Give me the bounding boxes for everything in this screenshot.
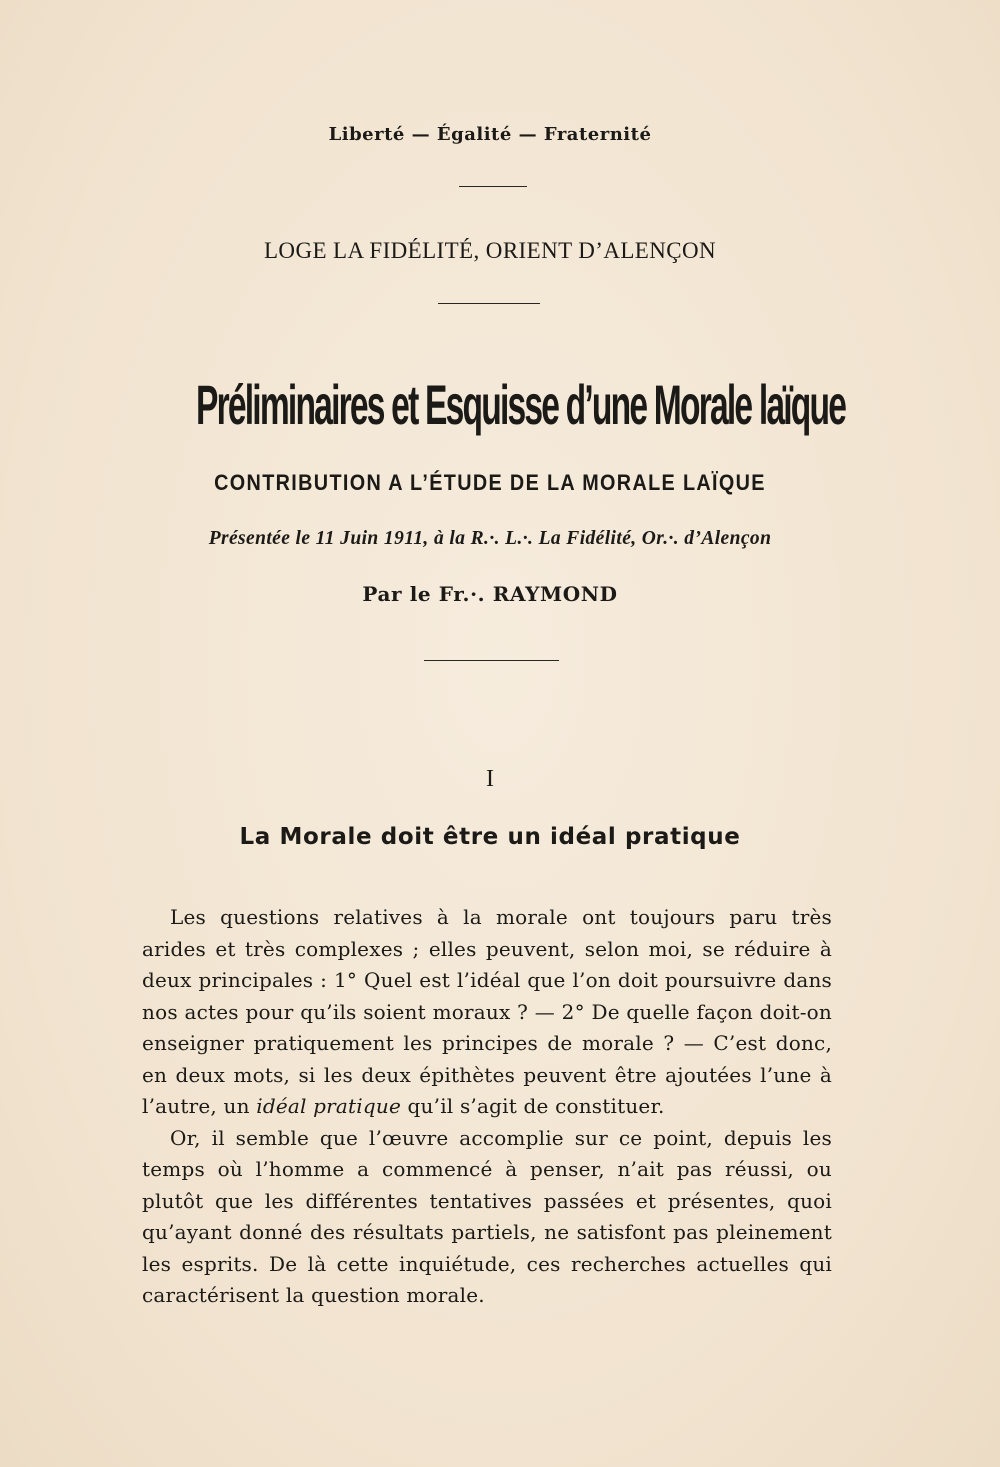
- document-title: Préliminaires et Esquisse d’une Morale laïque: [196, 373, 846, 436]
- paragraph-text: Les questions relatives à la morale ont toujours paru très arides et très complexes ; elles peuvent, selon moi, se réduire à deux principales : 1° Quel est l’idéal que l’on doit poursuivre dans nos actes pour qu’ils soient moraux ? — 2° De quelle façon doit-on enseigner pratiquement les principes de morale ? — C’est donc, en deux mots, si les deux épithètes peuvent être ajoutées l’une à l’autre, un: [142, 905, 832, 1118]
- body-text: [142, 902, 832, 1312]
- paragraph: [142, 902, 832, 1123]
- section-heading: La Morale doit être un idéal pratique: [239, 824, 741, 850]
- emphasized-text: idéal pratique: [256, 1094, 401, 1118]
- motto: Liberté — Égalité — Fraternité: [328, 124, 652, 145]
- divider-rule: [424, 660, 559, 661]
- section-numeral: I: [486, 766, 494, 792]
- divider-rule: [459, 186, 527, 187]
- lodge-name: LOGE LA FIDÉLITÉ, ORIENT D’ALENÇON: [263, 238, 717, 263]
- author-line: Par le Fr.·. RAYMOND: [362, 582, 618, 606]
- divider-rule: [438, 303, 540, 304]
- paragraph-text: qu’il s’agit de constituer.: [401, 1094, 665, 1118]
- paragraph: Or, il semble que l’œuvre accomplie sur ce point, depuis les temps où l’homme a commencé à penser, n’ait pas réussi, ou plutôt que les différentes tentatives passées et présentes, quoi qu’ayant donné des résultats partiels, ne satisfont pas pleinement les esprits. De là cette inquiétude, ces recherches actuelles qui caractérisent la question morale.: [142, 1125, 832, 1307]
- presentation-line: Présentée le 11 Juin 1911, à la R.·. L.·. La Fidélité, Or.·. d’Alençon: [208, 528, 772, 549]
- document-subtitle: CONTRIBUTION A L’ÉTUDE DE LA MORALE LAÏQUE: [214, 470, 766, 495]
